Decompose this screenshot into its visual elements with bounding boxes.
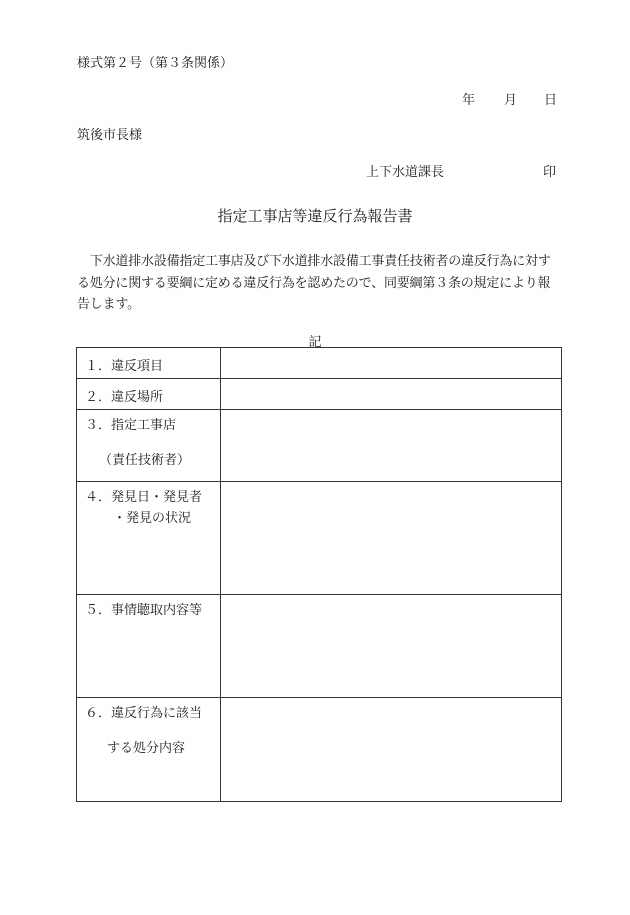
date-day: 日 xyxy=(544,93,558,108)
row-value-cell[interactable] xyxy=(221,595,562,698)
body-paragraph: 下水道排水設備指定工事店及び下水道排水設備工事責任技術者の違反行為に対する処分に関する要綱に定める違反行為を認めたので、同要綱第３条の規定により報告します。 xyxy=(77,254,551,312)
date-year: 年 xyxy=(462,93,476,108)
table-row xyxy=(77,410,562,482)
table-row xyxy=(77,595,562,698)
row-label xyxy=(77,482,221,595)
row-value-cell[interactable] xyxy=(221,698,562,802)
row-value-cell[interactable] xyxy=(221,379,562,410)
table-row xyxy=(77,482,562,595)
row-label-line1: ６．違反行為に該当 xyxy=(85,706,203,721)
seal-mark: 印 xyxy=(543,165,557,180)
report-table xyxy=(76,347,562,802)
addressee: 筑後市長様 xyxy=(77,128,143,143)
document-title: 指定工事店等違反行為報告書 xyxy=(217,207,413,225)
row-label-line1: １．違反項目 xyxy=(85,359,164,374)
body-text xyxy=(77,251,563,316)
row-label xyxy=(77,410,221,482)
row-label-line1: ２．違反場所 xyxy=(85,390,164,405)
date-month: 月 xyxy=(504,93,518,108)
row-label-line2: する処分内容 xyxy=(107,741,186,756)
row-label-line2: （責任技術者） xyxy=(99,453,191,468)
ki-heading: 記 xyxy=(308,335,322,350)
row-label xyxy=(77,379,221,410)
table-row xyxy=(77,698,562,802)
sender-title: 上下水道課長 xyxy=(366,165,445,180)
row-label xyxy=(77,348,221,379)
row-label xyxy=(77,698,221,802)
row-label xyxy=(77,595,221,698)
row-label-line1: ５．事情聴取内容等 xyxy=(85,603,203,618)
row-value-cell[interactable] xyxy=(221,482,562,595)
row-value-cell[interactable] xyxy=(221,410,562,482)
row-value-cell[interactable] xyxy=(221,348,562,379)
row-label-line2: ・発見の状況 xyxy=(113,511,192,526)
row-label-line1: ３．指定工事店 xyxy=(85,418,177,433)
table-row xyxy=(77,379,562,410)
form-number: 様式第２号（第３条関係） xyxy=(77,56,234,71)
row-label-line1: ４．発見日・発見者 xyxy=(85,490,203,505)
table-row xyxy=(77,348,562,379)
